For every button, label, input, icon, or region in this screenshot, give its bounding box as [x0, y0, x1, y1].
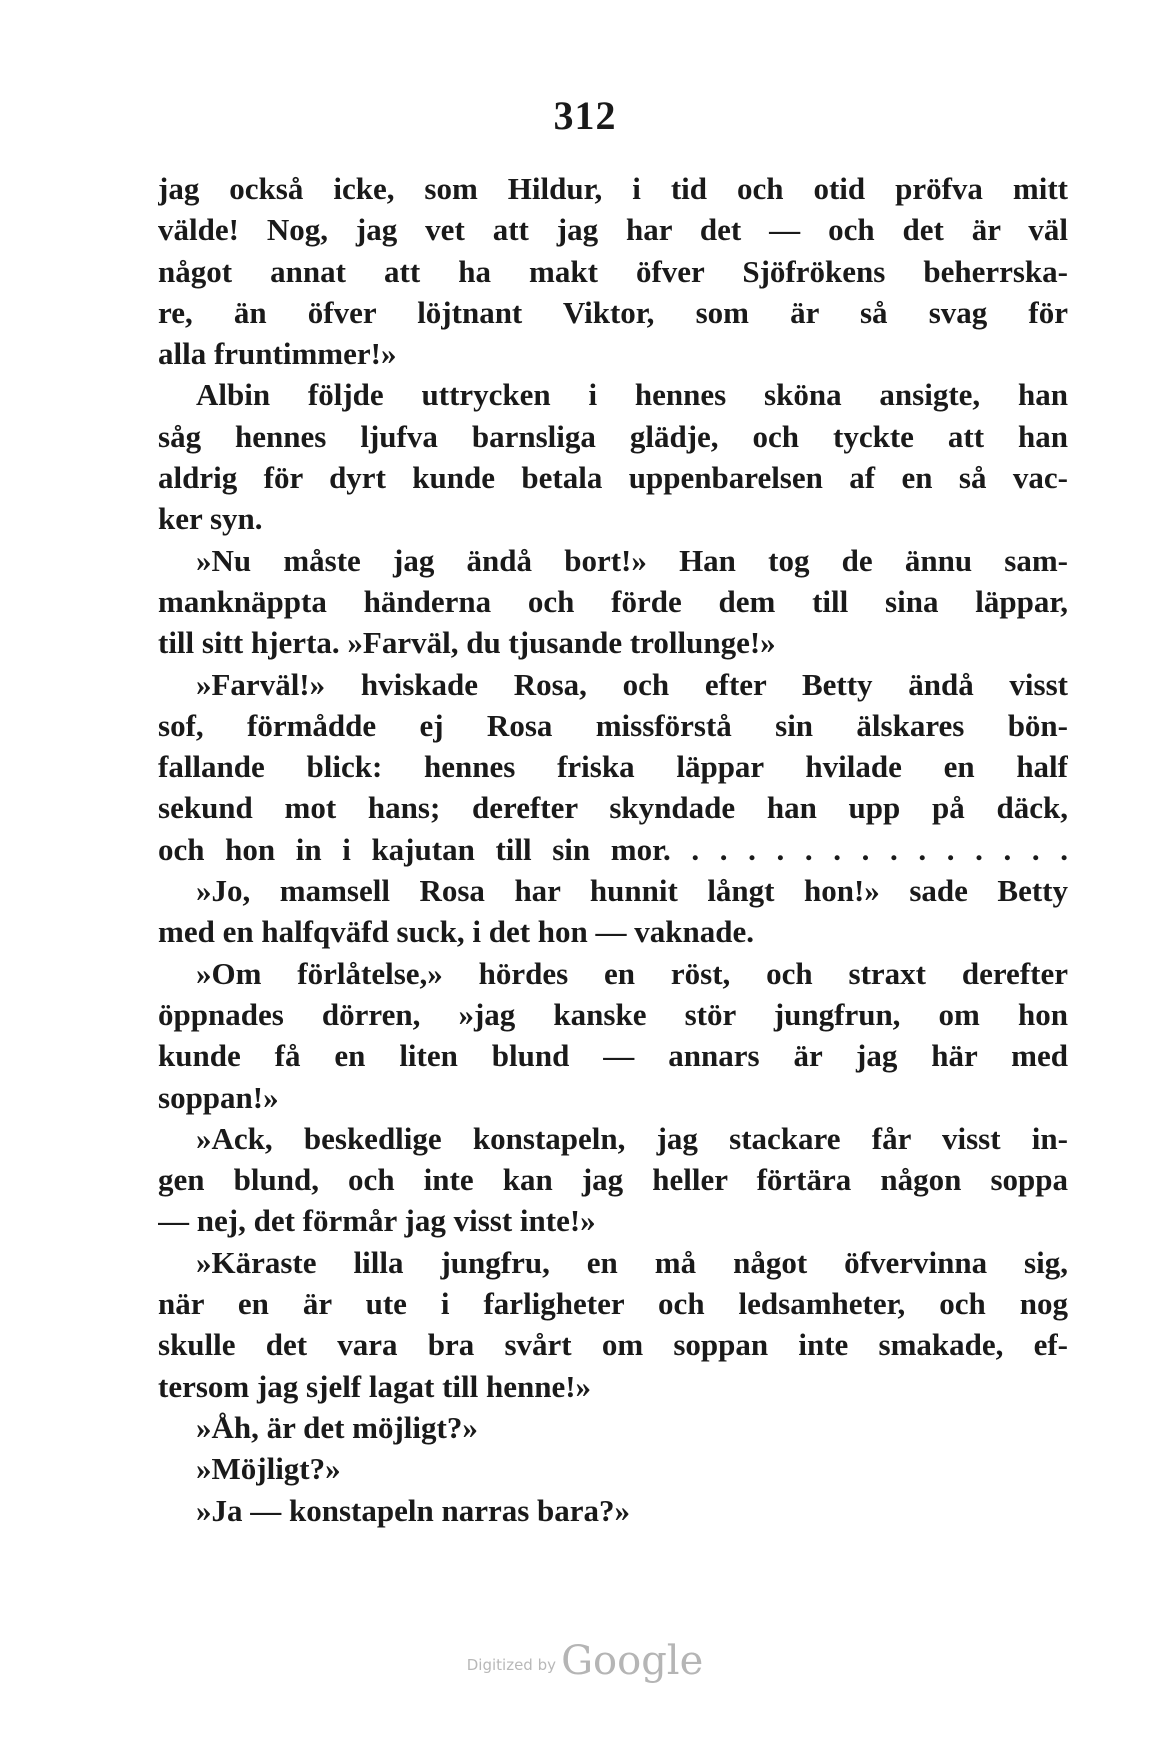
text-line: »Käraste lilla jungfru, en må något öfvervinna sig, [196, 1244, 1068, 1280]
text-line: skulle det vara bra svårt om soppan inte smakade, ef- [158, 1327, 1068, 1363]
text-line: såg hennes ljufva barnsliga glädje, och tyckte att han [158, 418, 1068, 454]
text-line: tersom jag sjelf lagat till henne!» [158, 1368, 592, 1404]
text-line: sof, förmådde ej Rosa missförstå sin älskares bön- [158, 707, 1068, 743]
digitized-watermark [0, 1638, 1170, 1684]
text-line: manknäppta händerna och förde dem till sina läppar, [158, 583, 1068, 619]
text-line: Albin följde uttrycken i hennes sköna ansigte, han [196, 377, 1068, 413]
text-line: soppan!» [158, 1079, 279, 1115]
text-line: — nej, det förmår jag visst inte!» [158, 1203, 596, 1239]
text-line: kunde få en liten blund — annars är jag här med [158, 1038, 1068, 1074]
text-line: gen blund, och inte kan jag heller förtära någon soppa [158, 1162, 1068, 1198]
text-line: sekund mot hans; derefter skyndade han upp på däck, [158, 790, 1068, 826]
text-line: »Om förlåtelse,» hördes en röst, och straxt derefter [196, 955, 1068, 991]
text-line: »Ack, beskedlige konstapeln, jag stackare får visst in- [196, 1120, 1068, 1156]
text-line: till sitt hjerta. »Farväl, du tjusande trollunge!» [158, 625, 776, 661]
text-line: »Nu måste jag ändå bort!» Han tog de ännu sam- [196, 542, 1068, 578]
body-text [158, 168, 1068, 1531]
google-logo: Google [561, 1638, 704, 1684]
text-line: när en är ute i farligheter och ledsamheter, och nog [158, 1286, 1068, 1322]
text-line: »Farväl!» hviskade Rosa, och efter Betty ändå visst [196, 666, 1068, 702]
text-line: öppnades dörren, »jag kanske stör jungfrun, om hon [158, 996, 1068, 1032]
text-line: och hon in i kajutan till sin mor. . . . . . . . . . . . . . . [158, 831, 1068, 867]
text-line: »Jo, mamsell Rosa har hunnit långt hon!» sade Betty [196, 873, 1068, 909]
page-number: 312 [553, 93, 617, 138]
text-line: något annat att ha makt öfver Sjöfrökens beherrska- [158, 253, 1068, 289]
text-line: välde! Nog, jag vet att jag har det — och det är väl [158, 212, 1068, 248]
text-line: »Möjligt?» [196, 1451, 341, 1487]
text-line: alla fruntimmer!» [158, 336, 397, 372]
text-line: fallande blick: hennes friska läppar hvilade en half [158, 749, 1068, 785]
text-line: jag också icke, som Hildur, i tid och otid pröfva mitt [158, 171, 1068, 206]
watermark-prefix: Digitized by [466, 1656, 556, 1674]
text-line: ker syn. [158, 501, 263, 537]
text-line: »Åh, är det möjligt?» [196, 1409, 478, 1445]
text-line: re, än öfver löjtnant Viktor, som är så svag för [158, 294, 1068, 330]
text-line: med en halfqväfd suck, i det hon — vaknade. [158, 914, 755, 950]
text-line: aldrig för dyrt kunde betala uppenbarelsen af en så vac- [158, 460, 1068, 496]
text-line: »Ja — konstapeln narras bara?» [196, 1492, 631, 1528]
